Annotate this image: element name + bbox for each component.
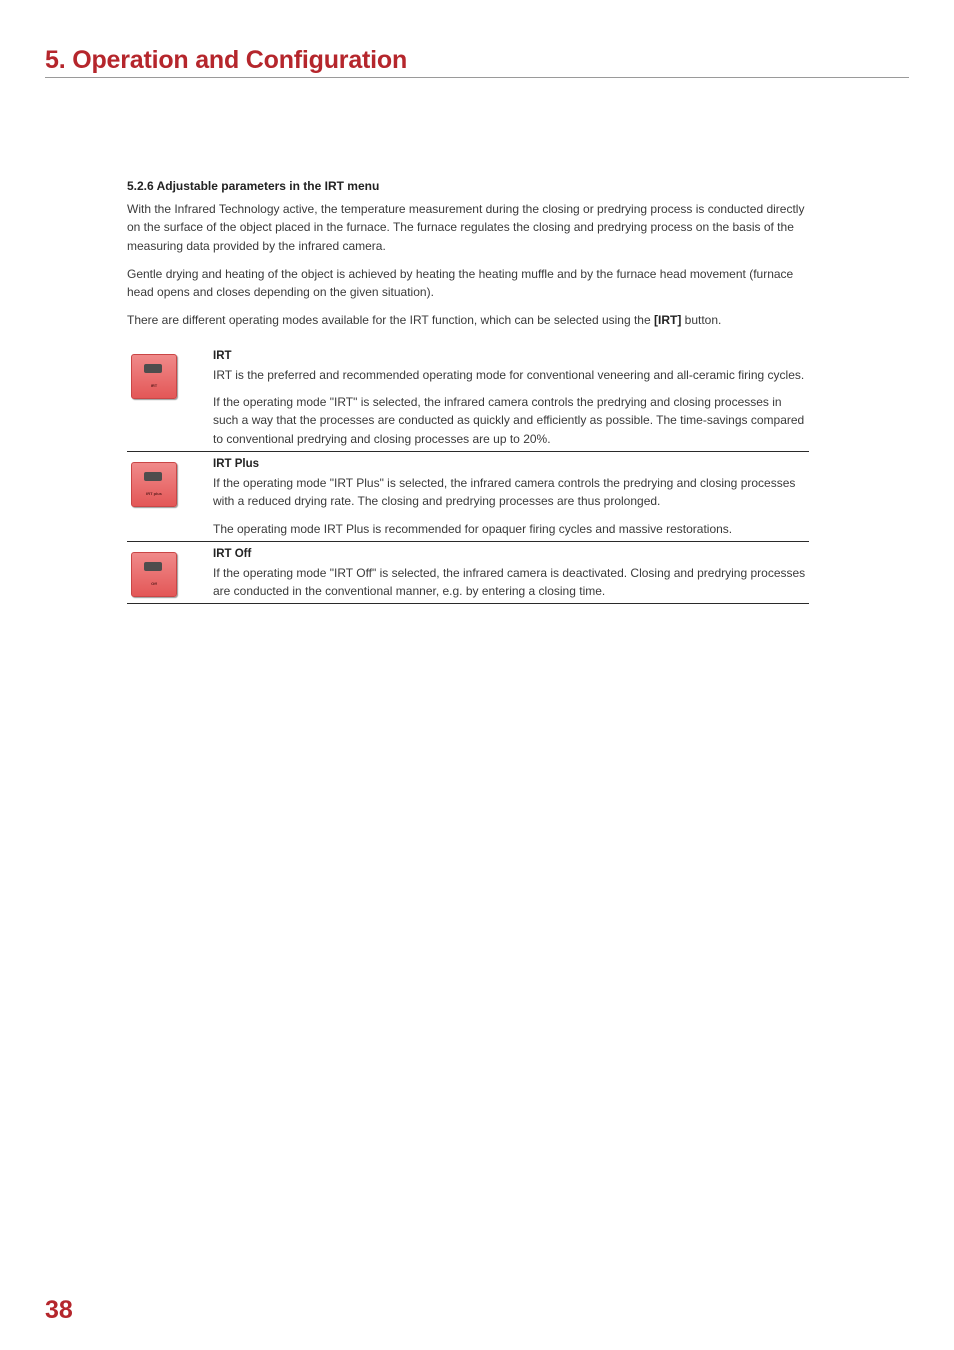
mode-title-irt-plus: IRT Plus — [213, 457, 260, 470]
mode-title-irt-off: IRT Off — [213, 547, 252, 560]
irt-off-button-icon — [131, 552, 177, 597]
operating-modes-table — [127, 346, 809, 605]
irt-plus-button-icon — [131, 462, 177, 507]
intro-paragraph-2: Gentle drying and heating of the object is achieved by heating the heating muffle and by the furnace head movement (furnace head opens and closes depending on the given situation). — [127, 266, 794, 300]
irt-button-reference: [IRT] — [654, 313, 682, 328]
intro-paragraph-1: With the Infrared Technology active, the temperature measurement during the closing or predrying process is conducted directly on the surface of the object placed in the furnace. The furnace regulates the closing and predrying process on the basis of the measuring data provided by the infrared camera. — [127, 202, 805, 253]
irt-off-button-icon-label: Off — [151, 580, 157, 586]
intro-paragraph-3-end: button. — [681, 313, 722, 328]
mode-description: IRT is the preferred and recommended operating mode for conventional veneering and all-ceramic firing cycles. — [213, 367, 805, 382]
chapter-title: 5. Operation and Configuration — [45, 46, 408, 74]
page-number: 38 — [45, 1296, 73, 1324]
mode-row-irt-off — [127, 542, 809, 605]
mode-description: If the operating mode "IRT" is selected, the infrared camera controls the predrying and closing processes in such a way that the processes are conducted as quickly and efficiently as possible. The time-savings compared to conventional predrying and closing processes are up to 20%. — [213, 395, 805, 446]
irt-plus-button-icon-label: IRT plus — [146, 490, 162, 496]
mode-description: If the operating mode "IRT Off" is selected, the infrared camera is deactivated. Closing and predrying processes are conducted in the conventional manner, e.g. by entering a closing time. — [213, 565, 806, 599]
mode-description: The operating mode IRT Plus is recommended for opaquer firing cycles and massive restorations. — [213, 521, 733, 536]
mode-row-irt-plus — [127, 452, 809, 542]
mode-description: If the operating mode "IRT Plus" is selected, the infrared camera controls the predrying and closing processes with a reduced drying rate. The closing and predrying processes are thus prolonged. — [213, 475, 796, 509]
intro-paragraph-3 — [127, 311, 809, 329]
section-heading: 5.2.6 Adjustable parameters in the IRT menu — [127, 179, 380, 193]
mode-row-irt — [127, 346, 809, 452]
chapter-divider — [45, 77, 909, 78]
irt-button-icon-label: IRT — [150, 382, 158, 388]
main-content — [127, 178, 809, 604]
irt-button-icon — [131, 354, 177, 399]
mode-title-irt: IRT — [213, 349, 232, 362]
intro-paragraph-3-text: There are different operating modes available for the IRT function, which can be selected using the — [127, 313, 654, 328]
